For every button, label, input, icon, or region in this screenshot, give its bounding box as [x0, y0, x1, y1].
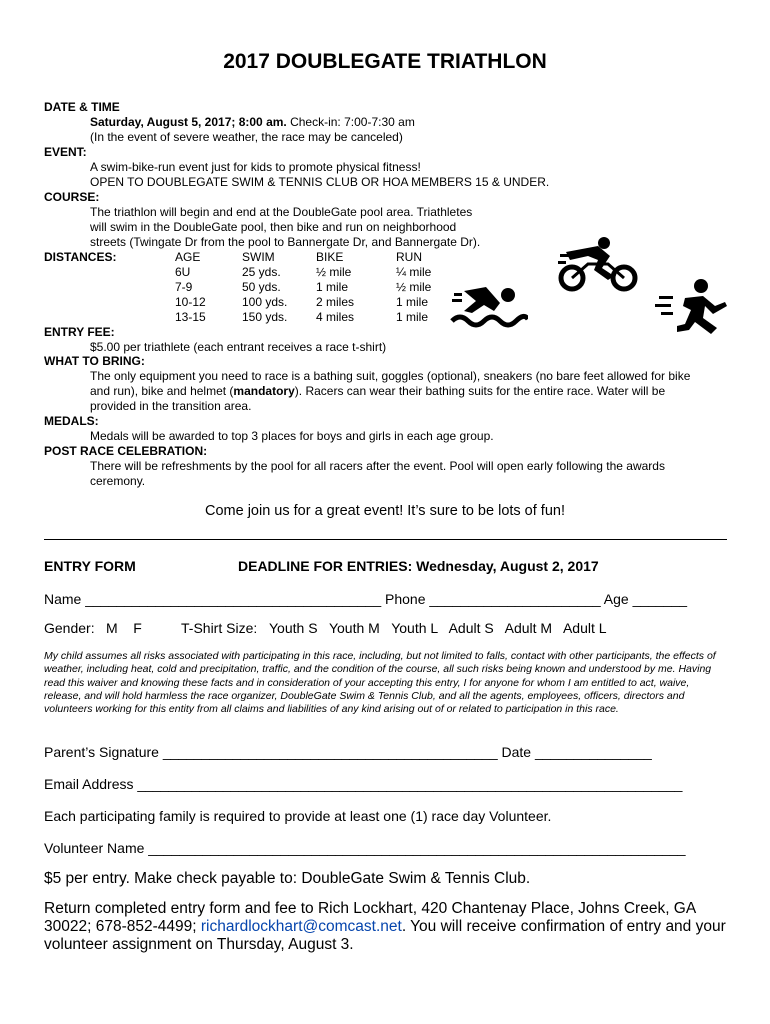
tagline: Come join us for a great event! It’s sure to be lots of fun!: [204, 503, 565, 519]
return-line3: volunteer assignment on Thursday, August 3.: [44, 936, 354, 953]
confirmation-text: . You will receive confirmation of entry and your: [401, 918, 726, 935]
gender-label: Gender:: [44, 620, 95, 636]
mandatory-text: mandatory: [233, 384, 295, 398]
what-to-bring-line2: [90, 384, 665, 398]
email-link[interactable]: richardlockhart@comcast.net: [200, 918, 402, 935]
distance-cell: ½ mile: [396, 280, 432, 294]
distance-cell: 1 mile: [316, 280, 349, 294]
swimmer-icon: [450, 283, 528, 333]
date-time-heading: DATE & TIME: [44, 100, 120, 114]
distance-cell: 1 mile: [396, 295, 429, 309]
distance-cell: ½ mile: [316, 265, 352, 279]
distance-header-swim: SWIM: [242, 250, 275, 264]
post-race-line2: ceremony.: [90, 474, 146, 488]
distance-cell: ¼ mile: [396, 265, 432, 279]
date-bold: Saturday, August 5, 2017; 8:00 am.: [90, 115, 287, 129]
date-time-line1: [90, 115, 415, 129]
checkin-text: Check-in: 7:00-7:30 am: [286, 115, 415, 129]
event-line1: A swim-bike-run event just for kids to promote physical fitness!: [90, 160, 421, 174]
email-line[interactable]: Email Address ______________________________________________________________________: [44, 776, 683, 792]
cyclist-icon: [558, 234, 640, 294]
distance-cell: 100 yds.: [242, 295, 288, 309]
divider: [44, 539, 727, 540]
distance-cell: 10-12: [175, 295, 206, 309]
event-heading: EVENT:: [44, 145, 87, 159]
distance-cell: 7-9: [175, 280, 193, 294]
what-to-bring-heading: WHAT TO BRING:: [44, 354, 145, 368]
return-line1: Return completed entry form and fee to Rich Lockhart, 420 Chantenay Place, Johns Creek, GA: [44, 900, 697, 917]
medals-heading: MEDALS:: [44, 414, 99, 428]
distance-cell: 50 yds.: [242, 280, 281, 294]
distance-cell: 4 miles: [316, 310, 355, 324]
distance-cell: 2 miles: [316, 295, 355, 309]
distance-header-run: RUN: [396, 250, 422, 264]
date-time-line2: (In the event of severe weather, the race may be canceled): [90, 130, 403, 144]
entry-fee-line: $5.00 per triathlete (each entrant receives a race t-shirt): [90, 340, 387, 354]
name-phone-age-line[interactable]: Name ______________________________________ Phone ______________________ Age _______: [44, 591, 688, 607]
bring-text-a: and run), bike and helmet (: [90, 384, 234, 398]
address-text: 30022; 678-852-4499;: [44, 918, 201, 935]
distances-heading: DISTANCES:: [44, 250, 117, 264]
distance-header-age: AGE: [175, 250, 201, 264]
medals-line: Medals will be awarded to top 3 places for boys and girls in each age group.: [90, 429, 494, 443]
waiver-text: My child assumes all risks associated with participating in this race, including, but not limited to falls, contact with other participants, the effects of weather, including heat, cold and precipitation, traffic, and the condition of the course, all such risks being known and understood by me. Having read this waiver and knowing these facts and in consideration of your accepting this entry, I for anyone for whom I am entitled to act, waive, release, and will hold harmless the race organizer, DoubleGate Swim & Tennis Club, and all the agents, employees, officers, directors and volunteers working for this entity from all claims and liabilities of any kind arising out of or related to participation in this race.: [44, 650, 716, 716]
payment-text: $5 per entry. Make check payable to: DoubleGate Swim & Tennis Club.: [44, 870, 531, 887]
signature-date-line[interactable]: Parent’s Signature ___________________________________________ Date _______________: [44, 744, 652, 760]
volunteer-note: Each participating family is required to provide at least one (1) race day Volunteer.: [44, 808, 552, 824]
gender-options[interactable]: M F: [106, 620, 142, 636]
page-title: 2017 DOUBLEGATE TRIATHLON: [223, 50, 547, 73]
volunteer-name-line[interactable]: Volunteer Name _____________________________________________________________________: [44, 840, 686, 856]
distance-cell: 13-15: [175, 310, 206, 324]
bring-text-b: ). Racers can wear their bathing suits for the entire race. Water will be: [294, 384, 666, 398]
distance-header-bike: BIKE: [316, 250, 344, 264]
tshirt-label: T-Shirt Size:: [181, 620, 258, 636]
what-to-bring-line1: The only equipment you need to race is a bathing suit, goggles (optional), sneakers (no bare feet allowed for bike: [90, 369, 691, 383]
runner-icon: [655, 276, 735, 336]
distance-cell: 25 yds.: [242, 265, 281, 279]
entry-fee-heading: ENTRY FEE:: [44, 325, 115, 339]
post-race-line1: There will be refreshments by the pool for all racers after the event. Pool will open early following the awards: [90, 459, 665, 473]
post-race-heading: POST RACE CELEBRATION:: [44, 444, 208, 458]
tshirt-options[interactable]: Youth S Youth M Youth L Adult S Adult M Adult L: [269, 620, 607, 636]
course-heading: COURSE:: [44, 190, 100, 204]
course-line3: streets (Twingate Dr from the pool to Bannergate Dr, and Bannergate Dr).: [90, 235, 481, 249]
course-line2: will swim in the DoubleGate pool, then bike and run on neighborhood: [90, 220, 457, 234]
event-line2: OPEN TO DOUBLEGATE SWIM & TENNIS CLUB OR HOA MEMBERS 15 & UNDER.: [90, 175, 550, 189]
course-line1: The triathlon will begin and end at the DoubleGate pool area. Triathletes: [90, 205, 473, 219]
entry-form-heading: ENTRY FORM: [44, 558, 136, 574]
return-line2: [44, 918, 726, 936]
distance-cell: 1 mile: [396, 310, 429, 324]
distance-cell: 6U: [175, 265, 191, 279]
what-to-bring-line3: provided in the transition area.: [90, 399, 252, 413]
deadline-text: DEADLINE FOR ENTRIES: Wednesday, August 2, 2017: [238, 558, 599, 574]
distance-cell: 150 yds.: [242, 310, 288, 324]
